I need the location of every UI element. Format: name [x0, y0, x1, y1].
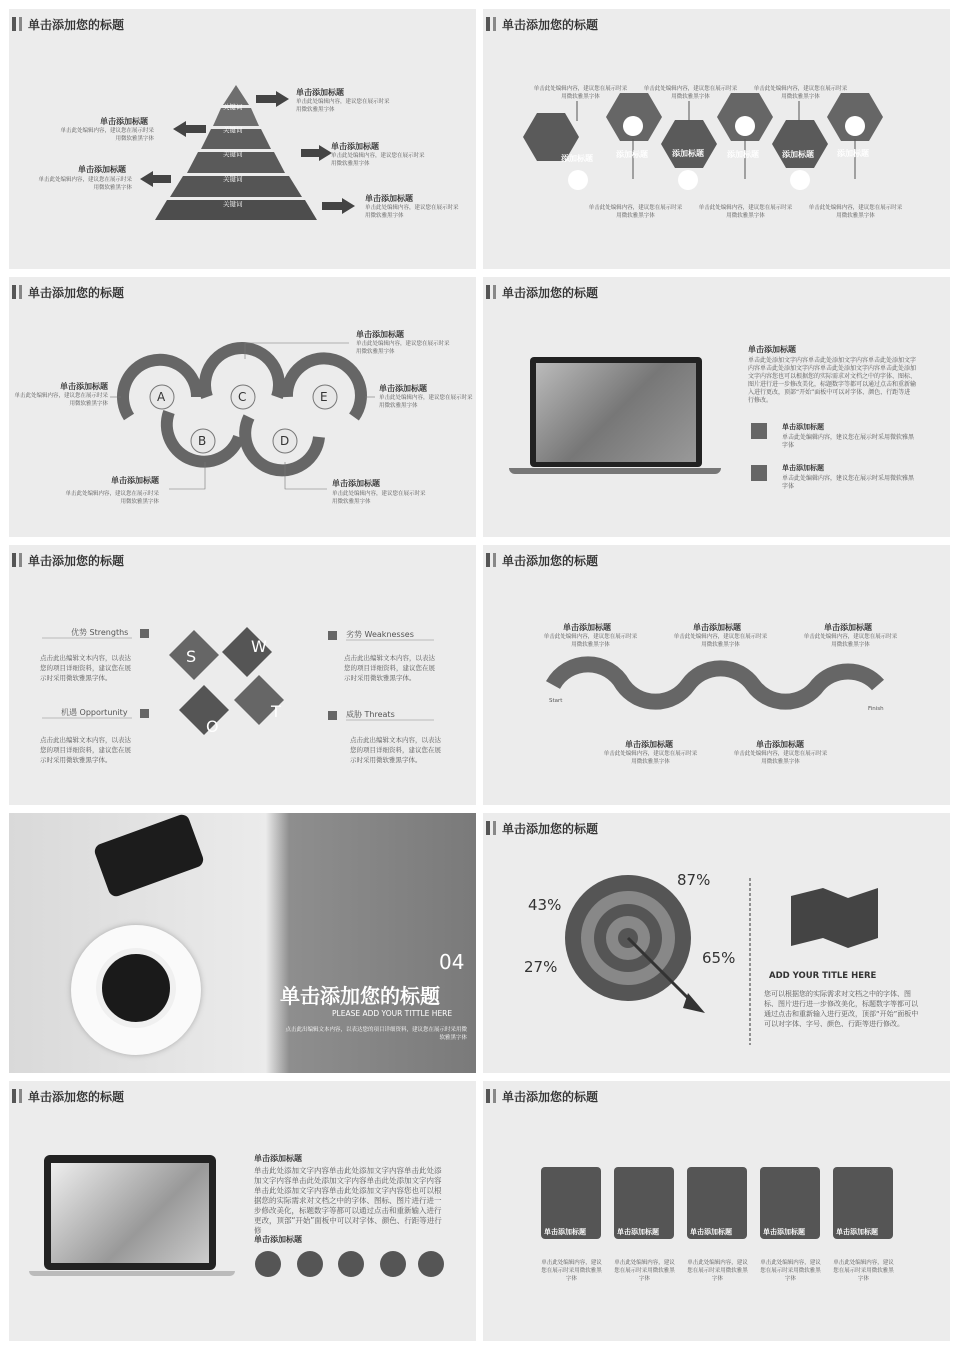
slide-process-wave[interactable]: 单击添加您的标题 Start Finish 单击添加标题 单击此处编辑内容，建议您在展示时采用微软雅黑字体 单击添加标题 单击此处编辑内容，建议您在展示时采用微软雅黑字体 单击添加标题 单击此处编辑内容，建议您在展示时采用微软雅黑字体 单击添加标题 单击此处编辑内容，建议您在展示时采用微软雅黑字体 单击添加标题 单击此处编辑内容，建议您在展示时采用微软雅黑字体	[483, 545, 950, 805]
mail-icon	[255, 1251, 281, 1277]
slide-icon-cards[interactable]: 单击添加您的标题 单击添加标题 单击添加标题 单击添加标题 单击添加标题 单击添加标题 单击此处编辑内容，建议您在展示时采用微软雅黑字体 单击此处编辑内容，建议您在展示时采用微软雅黑字体 单击此处编辑内容，建议您在展示时采用微软雅黑字体 单击此处编辑内容，建议您在展示时采用微软雅黑字体 单击此处编辑内容，建议您在展示时采用微软雅黑字体	[483, 1081, 950, 1341]
laptop-photo	[530, 357, 702, 467]
slide-abcde[interactable]: 单击添加您的标题 A B C D E 单击添加标题 单击此处编辑内容，建议您在展示时采用微软雅黑字体 单击添加标题 单击此处编辑内容，建议您在展示时采用微软雅黑字体 单击添加标题 单击此处编辑内容，建议您在展示时采用微软雅黑字体 单击添加标题 单击此处编辑内容，建议您在展示时采用微软雅黑字体 单击添加标题 单击此处编辑内容，建议您在展示时采用微软雅黑字体	[9, 277, 476, 537]
target-chart	[483, 813, 950, 1073]
slide-pyramid[interactable]: 单击添加您的标题 关键词 关键词 关键词 关键词 关键词 单击添加标题 单击此处编辑内容，建议您在展示时采用微软雅黑字体 单击添加标题 单击此处编辑内容，建议您在展示时采用微软雅黑字体 单击添加标题 单击此处编辑内容，建议您在展示时采用微软雅黑字体 单击添加标题 单击此处编辑内容，建议您在展示时采用微软雅黑字体 单击添加标题 单击此处编辑内容，建议您在展示时采用微软雅黑字体	[9, 9, 476, 269]
slide-section-04[interactable]: 04 单击添加您的标题 PLEASE ADD YOUR TITTLE HERE 点击此出编辑文本内容，以表达您的项目详细资料，建议您在展示时采用微软雅黑字体	[9, 813, 476, 1073]
process-wave-diagram	[483, 545, 950, 805]
camera-icon	[297, 1251, 323, 1277]
calendar-icon	[380, 1251, 406, 1277]
slide-swot[interactable]: 单击添加您的标题 S W O T 优势 Strengths 点击此出编辑文本内容，以表达您的项目详细资料，建议您在展示时采用微软雅黑字体。 劣势 Weaknesses 点击此出编辑文本内容，以表达您的项目详细资料，建议您在展示时采用微软雅黑字体。 机遇 Opportunity 点击此出编辑文本内容，以表达您的项目详细资料，建议您在展示时采用微软雅黑字体。 威胁 Threats 点击此出编辑文本内容，以表达您的项目详细资料，建议您在展示时采用微软雅黑字体。	[9, 545, 476, 805]
slide-laptop-photo[interactable]: 单击添加您的标题 单击添加标题 单击此处添加文字内容单击此处添加文字内容单击此处添加文字内容单击此处添加文字内容单击此处添加文字内容单击此处添加文字内容您也可以根据您的实际需求对文档之中的字体、图标、图片进行进一步修改美化，标题数字等都可以通过点击和重新输入进行更改，顶部“开始”面板中可以对字体、颜色、行距等进行修改。 单击添加标题 单击此处编辑内容，建议您在展示时采用微软雅黑字体 单击添加标题 单击此处编辑内容，建议您在展示时采用微软雅黑字体	[483, 277, 950, 537]
slide-target[interactable]: 单击添加您的标题 87% 43% 27% 65% ADD YOUR TITLE HERE 您可以根据您的实际需求对文档之中的字体、图标、图片进行进一步修改美化，标题数字等都可以通过点击和重新输入进行更改，顶部“开始”面板中可以对字体、字号、颜色、行距等进行修改。	[483, 813, 950, 1073]
monitor-icon	[751, 423, 767, 439]
mail-icon	[751, 465, 767, 481]
hexagon-chain-diagram	[483, 9, 950, 269]
phone-image	[93, 813, 206, 898]
lightning-icon	[418, 1251, 444, 1277]
slide-laptop-meeting[interactable]: 单击添加您的标题 单击添加标题 单击此处添加文字内容单击此处添加文字内容单击此处添加文字内容单击此处添加文字内容单击此处添加文字内容单击此处添加文字内容单击此处添加文字内容您也可以根据您的实际需求对文档之中的字体、图标、图片进行进一步修改美化，标题数字等都可以通过点击和重新输入进行更改，顶部“开始”面板中可以对字体、颜色、行距等进行修 单击添加标题	[9, 1081, 476, 1341]
keyboard-icon	[338, 1251, 364, 1277]
slide-title: 单击添加您的标题	[28, 18, 125, 32]
laptop-base	[509, 468, 721, 474]
slide-hexagons[interactable]: 单击添加您的标题 添加标题 添加标题 添加标题 添加标题 添加标题 添加标题 单击此处编辑内容，建议您在展示时采用微软雅黑字体 单击此处编辑内容，建议您在展示时采用微软雅黑字体 单击此处编辑内容，建议您在展示时采用微软雅黑字体 单击此处编辑内容，建议您在展示时采用微软雅黑字体 单击此处编辑内容，建议您在展示时采用微软雅黑字体 单击此处编辑内容，建议您在展示时采用微软雅黑字体	[483, 9, 950, 269]
laptop-photo	[44, 1155, 216, 1270]
